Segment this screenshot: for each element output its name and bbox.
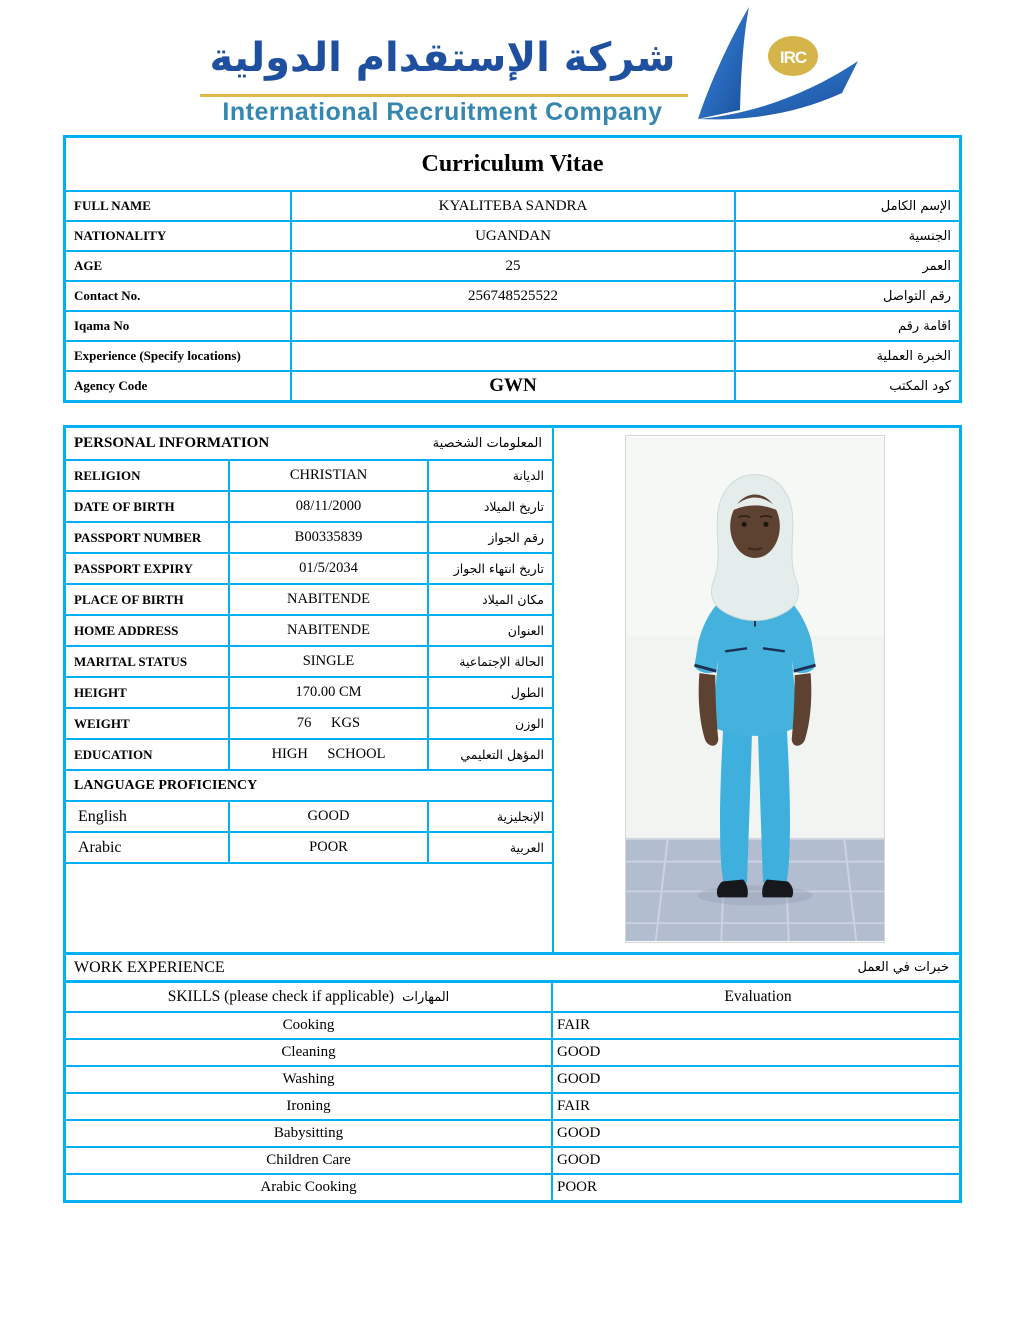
field-label-arabic: اقامة رقم	[734, 312, 959, 340]
section-title: LANGUAGE PROFICIENCY	[74, 777, 258, 793]
skill-name: Washing	[282, 1071, 335, 1087]
language-label: English	[78, 807, 127, 825]
skill-name: Cooking	[282, 1017, 335, 1033]
cv-row-experience	[66, 340, 959, 370]
cv-row-iqama	[66, 310, 959, 340]
field-label: PASSPORT NUMBER	[74, 529, 202, 545]
empty-cell	[66, 862, 552, 952]
skill-name: Babysitting	[273, 1125, 344, 1141]
language-row-english	[66, 800, 552, 831]
language-label-arabic: الإنجليزية	[427, 802, 552, 831]
field-value: KYALITEBA SANDRA	[290, 192, 734, 220]
field-value: 76 KGS	[228, 709, 427, 738]
field-value	[290, 312, 734, 340]
field-label: Contact No.	[74, 288, 141, 303]
cv-row-contact	[66, 280, 959, 310]
skill-row-arabic-cooking	[66, 1173, 959, 1200]
personal-row-weight	[66, 707, 552, 738]
company-header	[0, 0, 1020, 130]
field-label-arabic: الخبرة العملية	[734, 342, 959, 370]
cv-row-full-name	[66, 190, 959, 220]
personal-row-home-address	[66, 614, 552, 645]
language-label: Arabic	[78, 838, 122, 856]
skills-header-arabic: المهارات	[402, 989, 450, 1005]
section-title-arabic: خبرات في العمل	[857, 960, 949, 975]
cv-row-agency-code	[66, 370, 959, 400]
skills-table	[63, 980, 962, 1203]
skills-header-row	[66, 983, 959, 1011]
skill-row-children-care	[66, 1146, 959, 1173]
field-label: EDUCATION	[74, 746, 153, 762]
skill-row-cleaning	[66, 1038, 959, 1065]
field-value: 170.00 CM	[228, 678, 427, 707]
personal-row-passport-number	[66, 521, 552, 552]
field-label: Iqama No	[74, 318, 130, 333]
skill-evaluation: GOOD	[551, 1040, 959, 1065]
field-value: 256748525522	[290, 282, 734, 310]
skill-evaluation: GOOD	[551, 1121, 959, 1146]
field-label-arabic: الديانة	[427, 461, 552, 490]
field-label: HOME ADDRESS	[74, 622, 179, 638]
language-label-arabic: العربية	[427, 833, 552, 862]
skill-evaluation: POOR	[551, 1175, 959, 1200]
skill-name: Children Care	[266, 1152, 351, 1168]
skill-row-washing	[66, 1065, 959, 1092]
section-title: PERSONAL INFORMATION	[74, 435, 270, 451]
field-value: HIGH SCHOOL	[228, 740, 427, 769]
skill-row-ironing	[66, 1092, 959, 1119]
field-label-arabic: كود المكتب	[734, 372, 959, 400]
skills-column-header	[66, 983, 551, 1011]
candidate-photo	[625, 435, 885, 943]
field-label: FULL NAME	[74, 198, 151, 213]
svg-text:IRC: IRC	[779, 48, 807, 67]
field-value: GWN	[290, 372, 734, 400]
field-value: SINGLE	[228, 647, 427, 676]
language-proficiency-header	[66, 769, 552, 800]
gold-divider	[200, 94, 688, 97]
field-label: WEIGHT	[74, 715, 130, 731]
field-label-arabic: تاريخ الميلاد	[427, 492, 552, 521]
skill-row-babysitting	[66, 1119, 959, 1146]
field-value: NABITENDE	[228, 616, 427, 645]
irc-logo-icon	[692, 4, 862, 124]
skill-evaluation: FAIR	[551, 1094, 959, 1119]
language-level: POOR	[228, 833, 427, 862]
field-label-arabic: المؤهل التعليمي	[427, 740, 552, 769]
field-label-arabic: العنوان	[427, 616, 552, 645]
field-value: 08/11/2000	[228, 492, 427, 521]
section-title-arabic: المعلومات الشخصية	[432, 436, 542, 451]
field-label-arabic: الإسم الكامل	[734, 192, 959, 220]
personal-row-place-of-birth	[66, 583, 552, 614]
personal-row-religion	[66, 459, 552, 490]
field-label: RELIGION	[74, 467, 141, 483]
company-name-arabic: شركة الإستقدام الدولية	[209, 35, 676, 81]
section-title: WORK EXPERIENCE	[74, 958, 225, 976]
skills-header-text: SKILLS (please check if applicable)	[167, 988, 395, 1005]
personal-row-marital-status	[66, 645, 552, 676]
field-label: MARITAL STATUS	[74, 653, 188, 669]
page-title: Curriculum Vitae	[421, 150, 604, 177]
personal-row-passport-expiry	[66, 552, 552, 583]
company-name-english: International Recruitment Company	[222, 98, 663, 126]
field-label-arabic: مكان الميلاد	[427, 585, 552, 614]
field-label-arabic: رقم الجواز	[427, 523, 552, 552]
field-label-arabic: تاريخ انتهاء الجواز	[427, 554, 552, 583]
skill-row-cooking	[66, 1011, 959, 1038]
field-value	[290, 342, 734, 370]
skill-evaluation: GOOD	[551, 1067, 959, 1092]
cv-row-age	[66, 250, 959, 280]
field-label-arabic: الطول	[427, 678, 552, 707]
field-value: 01/5/2034	[228, 554, 427, 583]
field-label: PLACE OF BIRTH	[74, 591, 184, 607]
personal-row-dob	[66, 490, 552, 521]
personal-info-header	[66, 428, 552, 459]
evaluation-column-header: Evaluation	[551, 983, 959, 1011]
field-label: HEIGHT	[74, 684, 127, 700]
personal-row-education	[66, 738, 552, 769]
field-label: NATIONALITY	[74, 228, 167, 243]
field-value: NABITENDE	[228, 585, 427, 614]
field-label-arabic: العمر	[734, 252, 959, 280]
skill-evaluation: GOOD	[551, 1148, 959, 1173]
field-value: CHRISTIAN	[228, 461, 427, 490]
field-label-arabic: رقم التواصل	[734, 282, 959, 310]
field-label: Agency Code	[74, 378, 148, 393]
field-label-arabic: الوزن	[427, 709, 552, 738]
field-label: Experience (Specify locations)	[74, 348, 241, 363]
field-value: 25	[290, 252, 734, 280]
cv-row-nationality	[66, 220, 959, 250]
skill-evaluation: FAIR	[551, 1013, 959, 1038]
skill-name: Ironing	[286, 1098, 331, 1114]
field-value: UGANDAN	[290, 222, 734, 250]
cv-table	[63, 135, 962, 403]
field-value: B00335839	[228, 523, 427, 552]
skill-name: Arabic Cooking	[260, 1179, 357, 1195]
personal-info-table	[66, 428, 554, 952]
field-label: DATE OF BIRTH	[74, 498, 175, 514]
language-level: GOOD	[228, 802, 427, 831]
field-label: AGE	[74, 258, 103, 273]
personal-row-height	[66, 676, 552, 707]
cv-title-row	[66, 138, 959, 190]
field-label-arabic: الحالة الإجتماعية	[427, 647, 552, 676]
field-label-arabic: الجنسية	[734, 222, 959, 250]
field-label: PASSPORT EXPIRY	[74, 560, 193, 576]
skill-name: Cleaning	[281, 1044, 336, 1060]
work-experience-header	[63, 952, 962, 983]
language-row-arabic	[66, 831, 552, 862]
